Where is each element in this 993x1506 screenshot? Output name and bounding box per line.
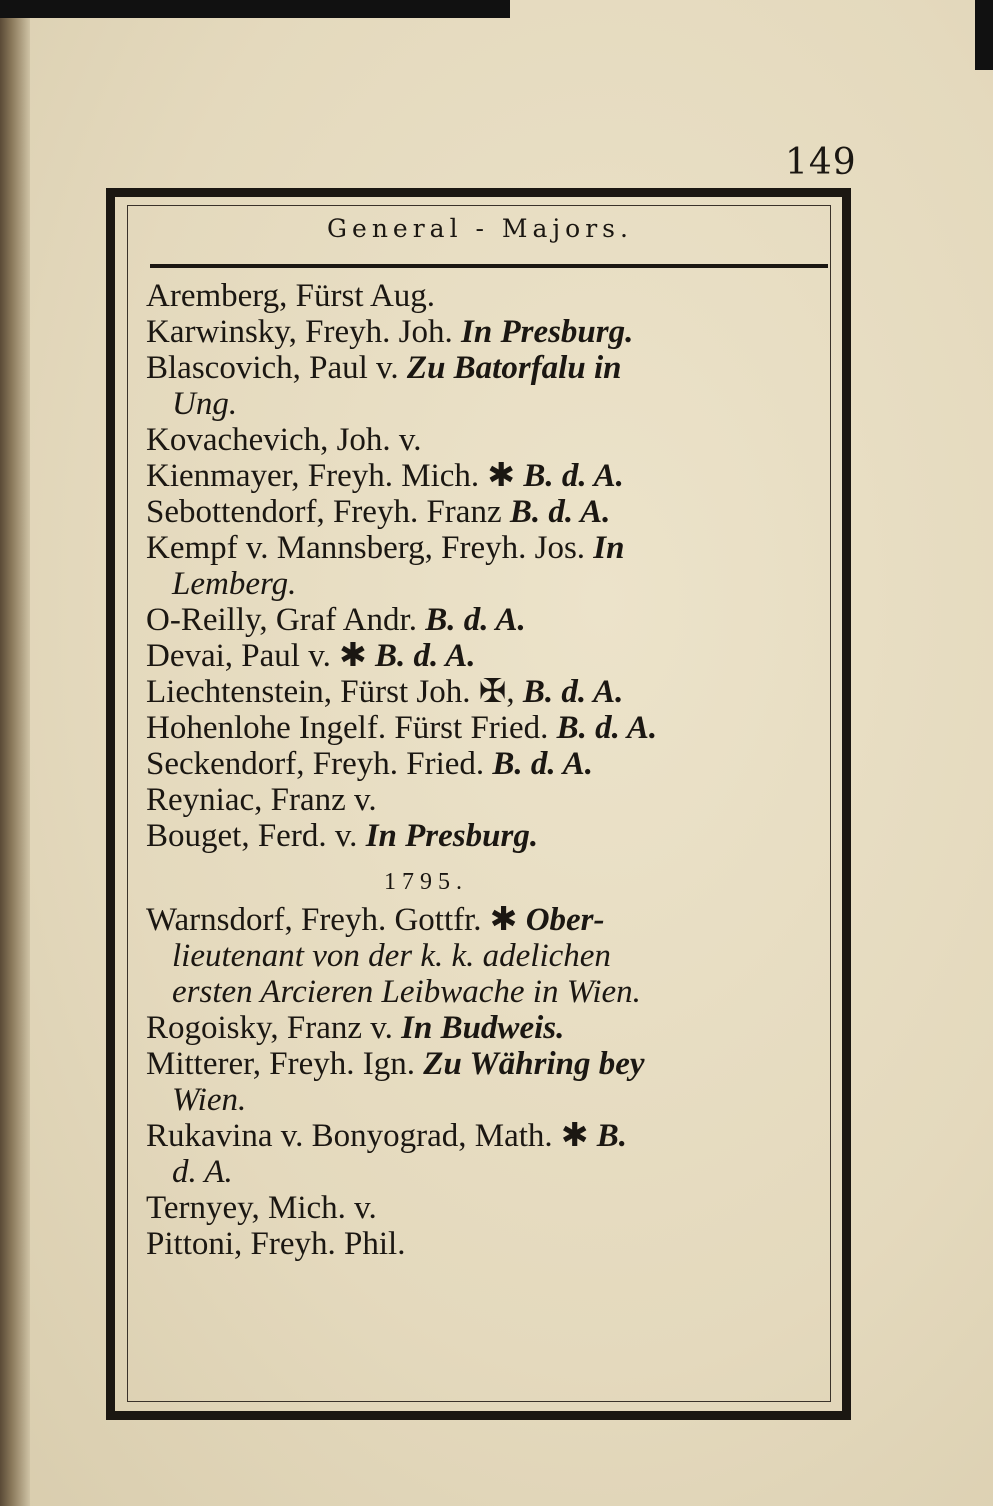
- list-item: [146, 314, 846, 350]
- header-rule: [150, 264, 828, 268]
- entry-name: Aremberg, Fürst Aug.: [146, 278, 436, 314]
- entry-name: Devai, Paul v. ✱: [146, 638, 367, 674]
- book-gutter: [0, 0, 30, 1506]
- entry-note: B.: [596, 1118, 628, 1154]
- entry-list: [146, 278, 846, 1262]
- year-heading: 1795.: [384, 869, 468, 895]
- entry-note: B. d. A.: [374, 638, 476, 674]
- entry-name: Pittoni, Freyh. Phil.: [146, 1226, 406, 1262]
- entry-note: B. d. A.: [523, 458, 624, 494]
- entry-continuation: Wien.: [172, 1082, 247, 1118]
- list-item: [146, 746, 846, 782]
- entry-continuation: Ung.: [172, 386, 238, 422]
- section-header: General - Majors.: [327, 214, 633, 243]
- entry-note: B. d. A.: [492, 746, 593, 782]
- list-item: [146, 602, 846, 638]
- list-item: [146, 422, 846, 458]
- entry-note: B. d. A.: [509, 494, 611, 530]
- list-item: [146, 638, 846, 674]
- entry-note: B. d. A.: [556, 710, 658, 746]
- list-item: [146, 818, 846, 854]
- scan-edge-top: [0, 0, 510, 18]
- list-item: [146, 1118, 846, 1190]
- entry-note: Zu Batorfalu in: [406, 350, 622, 386]
- list-item: [146, 710, 846, 746]
- entry-continuation: ersten Arcieren Leibwache in Wien.: [172, 974, 641, 1010]
- page-number: 149: [785, 142, 857, 183]
- scan-edge-right: [975, 0, 993, 70]
- entry-note: In Budweis.: [401, 1010, 565, 1046]
- entry-note: In Presburg.: [461, 314, 634, 350]
- entry-name: Kovachevich, Joh. v.: [146, 422, 422, 458]
- entry-continuation: Lemberg.: [172, 566, 297, 602]
- entry-name: Rukavina v. Bonyograd, Math. ✱: [146, 1118, 589, 1154]
- list-item: [146, 530, 846, 602]
- entry-continuation: lieutenant von der k. k. adelichen: [172, 938, 611, 974]
- entry-name: Warnsdorf, Freyh. Gottfr. ✱: [146, 902, 518, 938]
- list-item: [146, 278, 846, 314]
- entry-name: Sebottendorf, Freyh. Franz: [146, 494, 502, 530]
- entry-note: Zu Währing bey: [423, 1046, 645, 1082]
- list-item: [146, 350, 846, 422]
- entry-name: Ternyey, Mich. v.: [146, 1190, 377, 1226]
- entry-note: B. d. A.: [425, 602, 526, 638]
- entry-name: Blascovich, Paul v.: [146, 350, 399, 386]
- entry-note: In Presburg.: [365, 818, 539, 854]
- entry-name: Kienmayer, Freyh. Mich. ✱: [146, 458, 516, 494]
- entry-name: Bouget, Ferd. v.: [146, 818, 358, 854]
- entry-name: Kempf v. Mannsberg, Freyh. Jos.: [146, 530, 586, 566]
- entry-name: Mitterer, Freyh. Ign.: [146, 1046, 416, 1082]
- entry-name: O-Reilly, Graf Andr.: [146, 602, 417, 638]
- entry-note: In: [593, 530, 625, 566]
- list-item: [146, 1226, 846, 1262]
- list-item: [146, 674, 846, 710]
- entry-continuation: d. A.: [172, 1154, 233, 1190]
- entry-name: Liechtenstein, Fürst Joh. ✠,: [146, 674, 515, 710]
- entry-name: Rogoisky, Franz v.: [146, 1010, 393, 1046]
- list-item: [146, 782, 846, 818]
- entry-name: Seckendorf, Freyh. Fried.: [146, 746, 485, 782]
- entry-name: Reyniac, Franz v.: [146, 782, 377, 818]
- list-item: [146, 458, 846, 494]
- list-item: [146, 1190, 846, 1226]
- list-item: [146, 1010, 846, 1046]
- entry-note: B. d. A.: [522, 674, 624, 710]
- list-item: [146, 1046, 846, 1118]
- entry-note: Ober-: [525, 902, 605, 938]
- entry-name: Karwinsky, Freyh. Joh.: [146, 314, 453, 350]
- list-item: [146, 494, 846, 530]
- entry-name: Hohenlohe Ingelf. Fürst Fried.: [146, 710, 549, 746]
- list-item: [146, 902, 846, 1010]
